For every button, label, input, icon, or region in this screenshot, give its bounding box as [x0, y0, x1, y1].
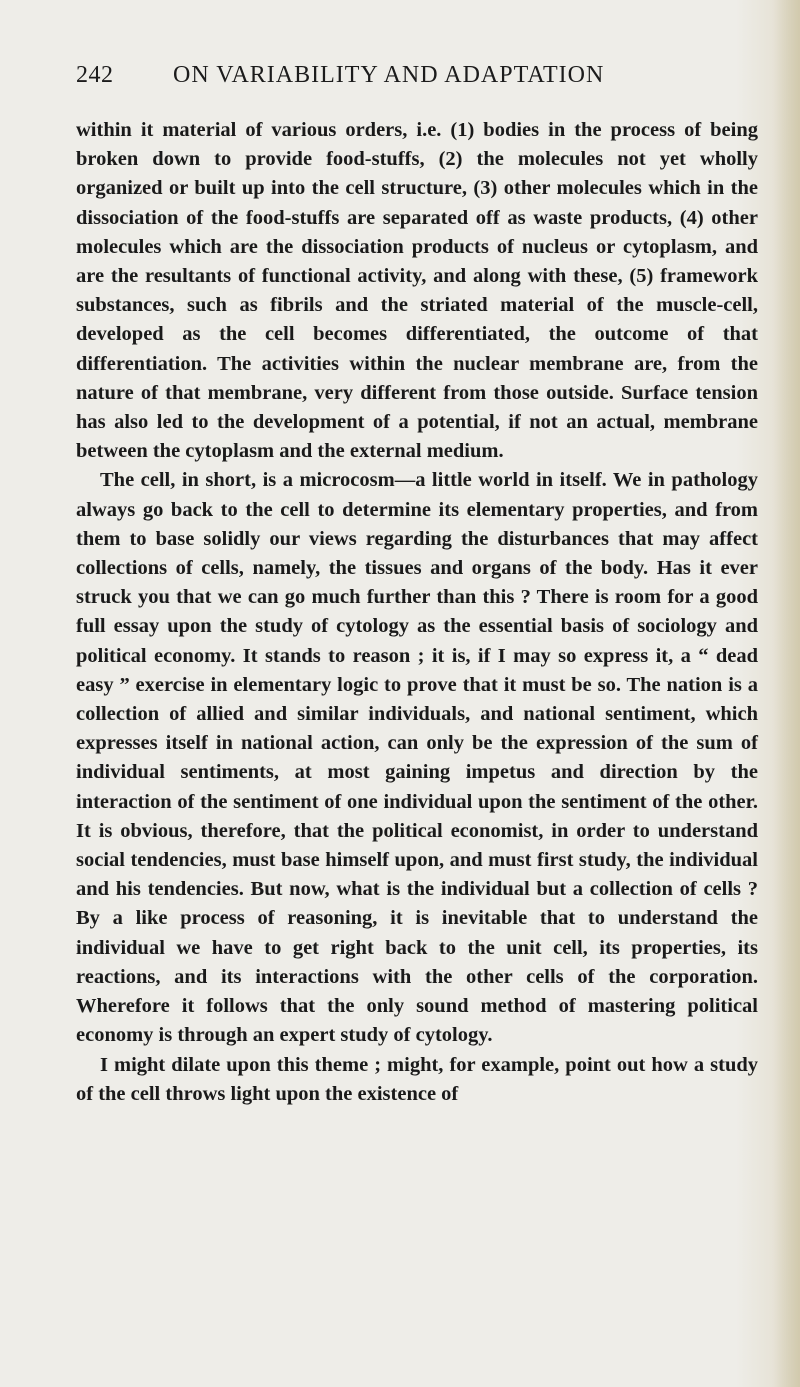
paragraph: I might dilate upon this theme ; might, for example, point out how a study of the cell throws light upon the existence of: [76, 1053, 758, 1105]
running-head: ON VARIABILITY AND ADAPTATION: [173, 62, 605, 88]
page-number: 242: [76, 62, 114, 88]
page-header: [76, 62, 756, 96]
page-edge-shading: [772, 0, 800, 1387]
paragraph: The cell, in short, is a microcosm—a little world in itself. We in pathology always go back to the cell to determine its elementary properties, and from them to base solidly our views regarding the disturbances that may affect collections of cells, namely, the tissues and organs of the body. Has it ever struck you that we can go much further than this ? There is room for a good full essay upon the study of cytology as the essential basis of sociology and political economy. It stands to reason ; it is, if I may so express it, a “ dead easy ” exercise in elementary logic to prove that it must be so. The nation is a collection of allied and similar individuals, and national sentiment, which expresses itself in national action, can only be the expression of the sum of individual sentiments, at most gaining impetus and direction by the interaction of the sentiment of one individual upon the sentiment of the other. It is obvious, therefore, that the political economist, in order to understand social tendencies, must base himself upon, and must first study, the individual and his tendencies. But now, what is the individual but a collection of cells ? By a like process of reasoning, it is inevitable that to understand the individual we have to get right back to the unit cell, its properties, its reactions, and its interactions with the other cells of the corporation. Wherefore it follows that the only sound method of mastering political economy is through an expert study of cytology.: [76, 469, 758, 1047]
paragraph: within it material of various orders, i.e. (1) bodies in the process of being broken down to provide food-stuffs, (2) the molecules not yet wholly organized or built up into the cell structure, (3) other molecules which in the dissociation of the food-stuffs are separated off as waste products, (4) other molecules which are the dissociation products of nucleus or cytoplasm, and are the resultants of functional activity, and along with these, (5) framework substances, such as fibrils and the striated material of the muscle-cell, developed as the cell becomes differentiated, the outcome of that differentiation. The activities within the nuclear membrane are, from the nature of that membrane, very different from those outside. Surface tension has also led to the development of a potential, if not an actual, membrane between the cytoplasm and the external medium.: [76, 119, 758, 463]
body-text: [76, 116, 758, 1109]
